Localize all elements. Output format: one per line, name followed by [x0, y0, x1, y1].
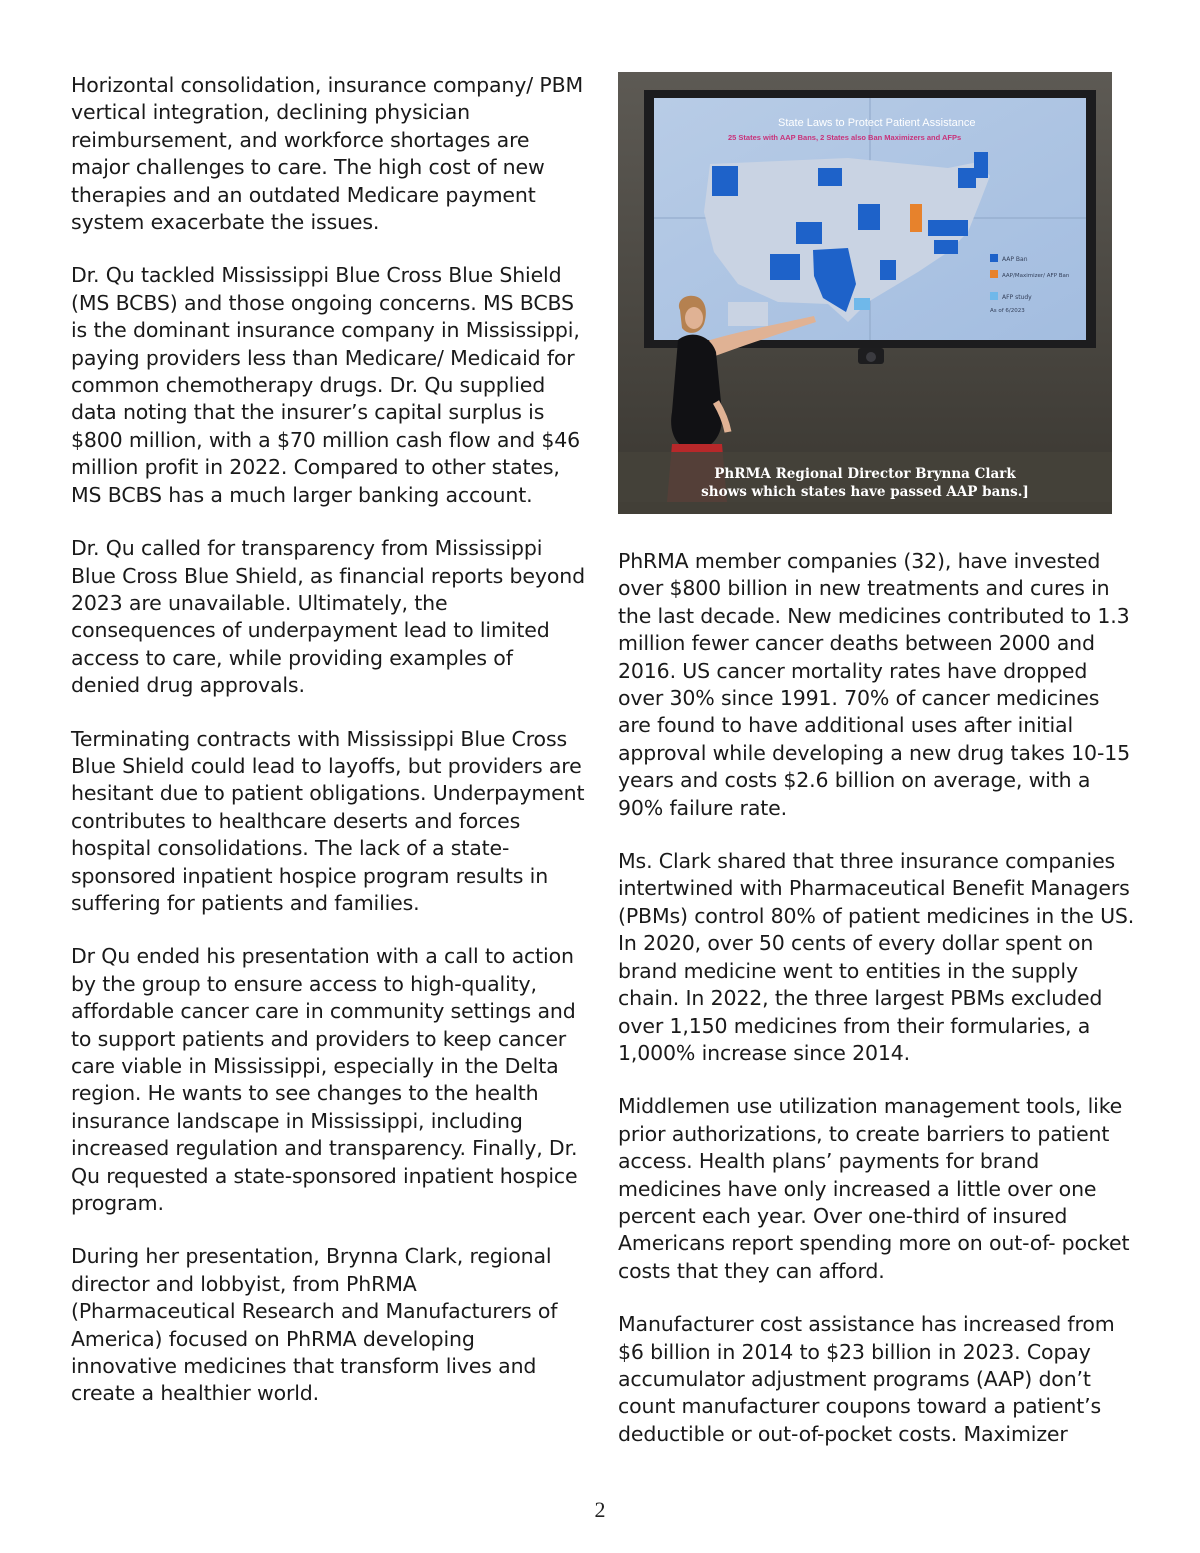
photo-illustration — [618, 72, 1112, 514]
date-note: As of 6/2023 — [990, 308, 1025, 314]
presentation-photo — [618, 72, 1112, 514]
presenter-top — [671, 335, 722, 450]
aap-ban-state — [880, 260, 896, 280]
paragraph: Horizontal consolidation, insurance company/ PBM vertical integration, declining physician reimbursement, and workforce shortages are major challenges to care. The high cost of new therapies and an outdated Medicare payment system exacerbate the issues. — [71, 73, 584, 235]
photo-caption — [618, 452, 1112, 514]
caption-line: shows which states have passed AAP bans.] — [701, 484, 1029, 500]
aap-ban-state — [934, 240, 958, 254]
paragraph: Dr Qu ended his presentation with a call to action by the group to ensure access to high-quality, affordable cancer care in community settings and to support patients and providers to keep cancer care viable in Mississippi, especially in the Delta region. He wants to see changes to the health insurance landscape in Mississippi, including increased regulation and transparency. Finally, Dr. Qu requested a state-sponsored inpatient hospice program. — [71, 944, 578, 1216]
slide-title: State Laws to Protect Patient Assistance — [778, 117, 976, 129]
page-number: 2 — [594, 1497, 606, 1522]
aap-ban-state — [712, 166, 738, 196]
aap-ban-state — [928, 220, 968, 236]
webcam-lens — [866, 352, 876, 362]
legend-swatch — [990, 292, 998, 300]
slide-subtitle: 25 States with AAP Bans, 2 States also Ban Maximizers and AFPs — [728, 133, 962, 142]
legend-swatch — [990, 270, 998, 278]
left-column — [71, 72, 586, 1434]
paragraph: Dr. Qu tackled Mississippi Blue Cross Blue Shield (MS BCBS) and those ongoing concerns. MS BCBS is the dominant insurance company in Mississippi, paying providers less than Medicare/ Medicaid for common chemotherapy drugs. Dr. Qu supplied data noting that the insurer’s capital surplus is $800 million, with a $70 million cash flow and $46 million profit in 2022. Compared to other states, MS BCBS has a much larger banking account. — [71, 263, 581, 507]
aap-ban-state — [958, 168, 976, 188]
right-column — [618, 548, 1138, 1474]
map-alaska — [728, 302, 768, 326]
paragraph: Dr. Qu called for transparency from Mississippi Blue Cross Blue Shield, as financial reports beyond 2023 are unavailable. Ultimately, the consequences of underpayment lead to limited access to care, while providing examples of denied drug approvals. — [71, 536, 585, 698]
aap-ban-state — [770, 254, 800, 280]
maximizer-ban-state — [910, 204, 922, 232]
legend-label: AFP study — [1002, 294, 1032, 301]
paragraph: Ms. Clark shared that three insurance companies intertwined with Pharmaceutical Benefit Managers (PBMs) control 80% of patient medicines in the US. In 2020, over 50 cents of every dollar spent on brand medicine went to entities in the supply chain. In 2022, the three largest PBMs excluded over 1,150 medicines from their formularies, a 1,000% increase since 2014. — [618, 849, 1135, 1065]
caption-line: PhRMA Regional Director Brynna Clark — [714, 466, 1016, 482]
legend-swatch — [990, 254, 998, 262]
paragraph: Manufacturer cost assistance has increased from $6 billion in 2014 to $23 billion in 2023. Copay accumulator adjustment programs (AAP) don’t count manufacturer coupons toward a patient’s deductible or out-of-pocket costs. Maximizer — [618, 1312, 1115, 1446]
paragraph: PhRMA member companies (32), have invested over $800 billion in new treatments and cures in the last decade. New medicines contributed to 1.3 million fewer cancer deaths between 2000 and 2016. US cancer mortality rates have dropped over 30% since 1991. 70% of cancer medicines are found to have additional uses after initial approval while developing a new drug takes 10-15 years and costs $2.6 billion on average, with a 90% failure rate. — [618, 549, 1130, 820]
legend-label: AAP/Maximizer/ AFP Ban — [1002, 273, 1070, 279]
paragraph: Middlemen use utilization management tools, like prior authorizations, to create barriers to patient access. Health plans’ payments for brand medicines have only increased a little over one percent each year. Over one-third of insured Americans report spending more on out-of- pocket costs that they can afford. — [618, 1094, 1130, 1283]
aap-ban-state — [818, 168, 842, 186]
paragraph: Terminating contracts with Mississippi Blue Cross Blue Shield could lead to layoffs, but providers are hesitant due to patient obligations. Underpayment contributes to healthcare deserts and forces hospital consolidations. The lack of a state-sponsored inpatient hospice program results in suffering for patients and families. — [71, 726, 585, 915]
legend-label: AAP Ban — [1002, 256, 1028, 263]
presenter-face — [685, 307, 703, 329]
afp-study-state — [854, 298, 870, 310]
paragraph: During her presentation, Brynna Clark, regional director and lobbyist, from PhRMA (Pharmaceutical Research and Manufacturers of America) focused on PhRMA developing innovative medicines that transform lives and create a healthier world. — [71, 1244, 558, 1406]
aap-ban-state — [974, 152, 988, 178]
aap-ban-state — [796, 222, 822, 244]
aap-ban-state — [858, 204, 880, 230]
